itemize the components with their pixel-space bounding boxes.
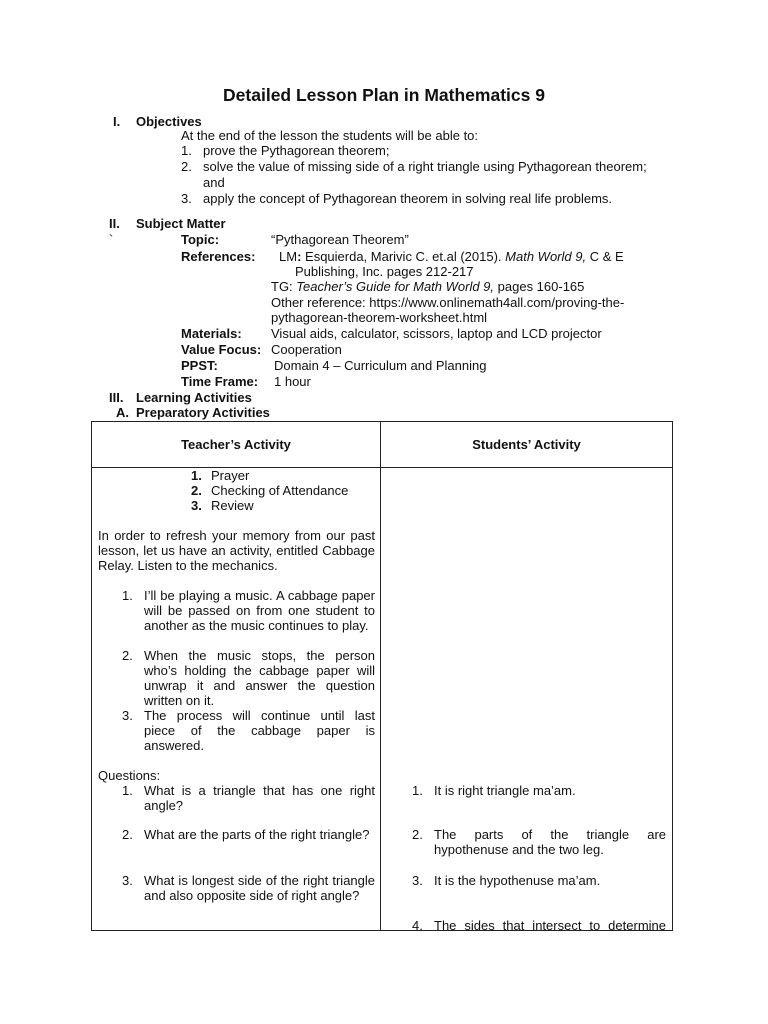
reference-lm-prefix: LM — [279, 249, 298, 264]
value-focus-value: Cooperation — [271, 342, 342, 357]
question-text: What is a triangle that has one right angle? — [144, 783, 375, 813]
time-frame-value: 1 hour — [274, 374, 311, 389]
activity-intro-paragraph: In order to refresh your memory from our past lesson, let us have an activity, entitled Cabbage Relay. Listen to the mechanics. — [98, 528, 375, 573]
answer-number: 3. — [412, 873, 423, 888]
reference-tg-book: Teacher’s Guide for Math World 9, — [296, 279, 495, 294]
value-focus-label: Value Focus: — [181, 342, 262, 357]
mechanic-text: When the music stops, the person who’s holding the cabbage paper will unwrap it and answer the question written on it. — [144, 648, 375, 708]
page-title: Detailed Lesson Plan in Mathematics 9 — [223, 85, 545, 105]
reference-other: Other reference: https://www.onlinemath4all.com/proving-the- — [271, 295, 625, 310]
reference-tg-pages: pages 160-165 — [494, 279, 585, 294]
routine-item: Prayer — [211, 468, 250, 483]
objective-text: prove the Pythagorean theorem; — [203, 143, 390, 158]
time-frame-label: Time Frame: — [181, 374, 259, 389]
objective-number: 1. — [181, 143, 192, 158]
routine-number: 2. — [191, 483, 202, 498]
answer-number: 1. — [412, 783, 423, 798]
routine-number: 3. — [191, 498, 202, 513]
teacher-activity-header: Teacher’s Activity — [181, 437, 291, 452]
reference-lm-publisher: C & E — [586, 249, 624, 264]
routine-number: 1. — [191, 468, 202, 483]
answer-text: The parts of the triangle are hypothenuse and the two leg. — [434, 827, 666, 857]
ppst-value: Domain 4 – Curriculum and Planning — [274, 358, 487, 373]
subject-heading: Subject Matter — [136, 216, 226, 231]
question-number: 1. — [122, 783, 133, 798]
materials-value: Visual aids, calculator, scissors, laptop and LCD projector — [271, 326, 602, 341]
reference-lm-text: Esquierda, Marivic C. et.al (2015). — [301, 249, 506, 264]
objective-text: solve the value of missing side of a right triangle using Pythagorean theorem; — [203, 159, 647, 174]
mechanic-text: I’ll be playing a music. A cabbage paper will be passed on from one student to another as the music continues to play. — [144, 588, 375, 633]
objective-number: 2. — [181, 159, 192, 174]
learning-numeral: III. — [109, 390, 124, 405]
objective-text-continued: and — [203, 175, 225, 190]
reference-other-continued: pythagorean-theorem-worksheet.html — [271, 310, 488, 325]
references-label: References: — [181, 249, 256, 264]
ppst-label: PPST: — [181, 358, 218, 373]
reference-tg — [271, 279, 584, 294]
answer-text: The sides that intersect to determine — [434, 918, 666, 933]
reference-tg-prefix: TG: — [271, 279, 297, 294]
topic-value: “Pythagorean Theorem” — [271, 232, 409, 247]
answer-text: It is the hypothenuse ma’am. — [434, 873, 601, 888]
question-text: What is longest side of the right triangle and also opposite side of right angle? — [144, 873, 375, 903]
question-number: 2. — [122, 827, 133, 842]
reference-lm-colon: : — [297, 249, 302, 264]
subject-numeral: II. — [109, 216, 120, 231]
question-number: 3. — [122, 873, 133, 888]
preparatory-heading: Preparatory Activities — [136, 405, 270, 420]
answer-number: 4. — [412, 918, 423, 933]
question-text: What are the parts of the right triangle? — [144, 827, 370, 842]
mechanic-text: The process will continue until last piece of the cabbage paper is answered. — [144, 708, 375, 753]
mechanic-number: 3. — [122, 708, 133, 723]
learning-heading: Learning Activities — [136, 390, 252, 405]
objective-number: 3. — [181, 191, 192, 206]
topic-label: Topic: — [181, 232, 220, 247]
activity-table — [91, 421, 673, 931]
reference-lm-continued: Publishing, Inc. pages 212-217 — [295, 264, 474, 279]
questions-label: Questions: — [98, 768, 161, 783]
mechanic-number: 1. — [122, 588, 133, 603]
objective-text: apply the concept of Pythagorean theorem in solving real life problems. — [203, 191, 613, 206]
reference-lm-book: Math World 9, — [505, 249, 587, 264]
table-column-divider — [380, 422, 381, 930]
answer-number: 2. — [412, 827, 423, 842]
routine-item: Checking of Attendance — [211, 483, 349, 498]
reference-lm — [279, 249, 624, 264]
materials-label: Materials: — [181, 326, 242, 341]
preparatory-letter: A. — [116, 405, 129, 420]
students-activity-header: Students’ Activity — [472, 437, 581, 452]
objectives-heading: Objectives — [136, 114, 202, 129]
routine-item: Review — [211, 498, 254, 513]
answer-text: It is right triangle ma’am. — [434, 783, 576, 798]
stray-mark: ` — [109, 232, 114, 247]
table-header-divider — [92, 467, 672, 468]
objectives-numeral: I. — [113, 114, 121, 129]
objectives-intro: At the end of the lesson the students will be able to: — [181, 128, 479, 143]
mechanic-number: 2. — [122, 648, 133, 663]
